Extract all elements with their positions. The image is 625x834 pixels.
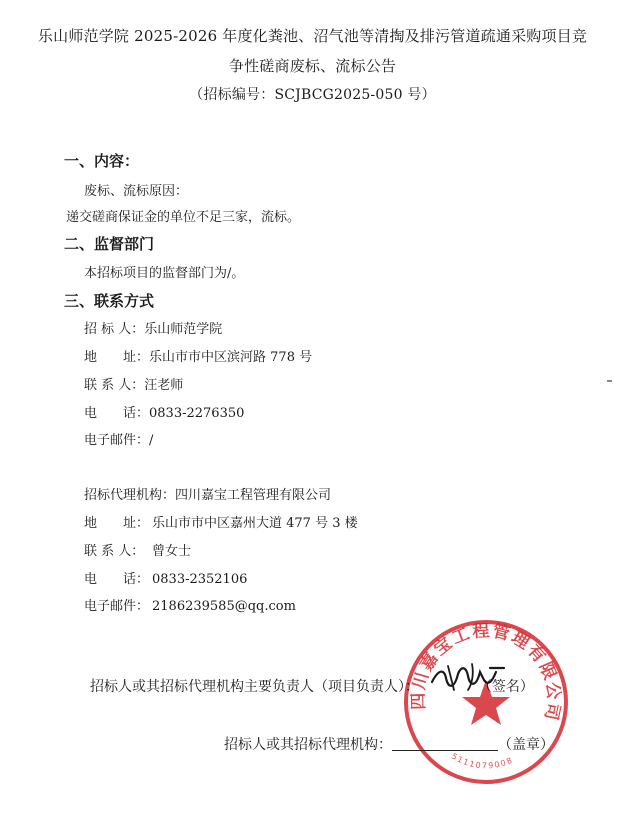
agency-name-label: 招标代理机构： [84,488,176,503]
signature-org-text: 招标人或其招标代理机构： [224,737,392,753]
tenderer-contact-row [84,374,183,393]
signature-line-person [90,676,534,696]
tenderer-phone-row [84,402,244,421]
tenderer-contact-value: 汪老师 [144,378,184,393]
agency-address-row [84,512,358,531]
signature-person-text: 招标人或其招标代理机构主要负责人（项目负责人）： [90,679,419,695]
agency-name-value: 四川嘉宝工程管理有限公司 [175,488,332,503]
tenderer-address-value: 乐山市市中区滨河路 778 号 [149,350,313,365]
agency-contact-row [84,540,191,559]
tenderer-name-label: 招 标 人： [84,322,145,337]
tenderer-contact-label: 联 系 人： [84,378,145,393]
agency-phone-row [84,568,247,587]
doc-title-line2: 争性磋商废标、流标公告 [228,57,397,75]
failure-reason-label: 废标、流标原因： [84,184,189,199]
agency-name-row [84,484,331,503]
agency-phone-label: 电 话： [84,572,150,587]
signature-org-blank [392,737,498,751]
supervision-text: 本招标项目的监督部门为/。 [84,266,245,281]
agency-contact-label: 联 系 人： [84,544,145,559]
doc-tender-number: （招标编号：SCJBCG2025-050 号） [189,87,436,103]
tenderer-phone-value: 0833-2276350 [149,406,245,421]
agency-address-value: 乐山市市中区嘉州大道 477 号 3 楼 [152,516,358,531]
signature-person-suffix: （签名） [477,679,534,695]
scan-speck [607,380,612,382]
signature-line-organization [224,734,554,754]
tenderer-email-row [84,429,153,448]
agency-email-label: 电子邮件： [84,599,150,614]
agency-phone-value: 0833-2352106 [152,572,248,587]
agency-email-row [84,595,296,614]
tenderer-address-label: 地 址： [84,350,150,365]
section-contact-heading: 三、联系方式 [64,292,155,310]
section-supervision-heading: 二、监督部门 [64,235,155,253]
svg-text:四川嘉宝工程管理有限公司: 四川嘉宝工程管理有限公司 [408,620,564,724]
tenderer-email-value: / [149,433,154,448]
agency-contact-value: 曾女士 [152,544,192,559]
tenderer-phone-label: 电 话： [84,406,150,421]
agency-address-label: 地 址： [84,516,150,531]
tenderer-name-row [84,318,222,337]
company-seal-stamp [402,618,570,786]
failure-reason-text: 递交磋商保证金的单位不足三家，流标。 [66,210,301,225]
agency-email-value: 2186239585@qq.com [152,599,296,614]
tenderer-email-label: 电子邮件： [84,433,150,448]
tenderer-name-value: 乐山师范学院 [144,322,223,337]
signature-org-suffix: （盖章） [498,737,554,753]
doc-title-line1: 乐山师范学院 2025-2026 年度化粪池、沼气池等清掏及排污管道疏通采购项目竞 [37,27,588,45]
svg-text:5111079008: 5111079008 [449,751,515,771]
tenderer-address-row [84,346,312,365]
section-content-heading: 一、内容： [64,152,140,170]
